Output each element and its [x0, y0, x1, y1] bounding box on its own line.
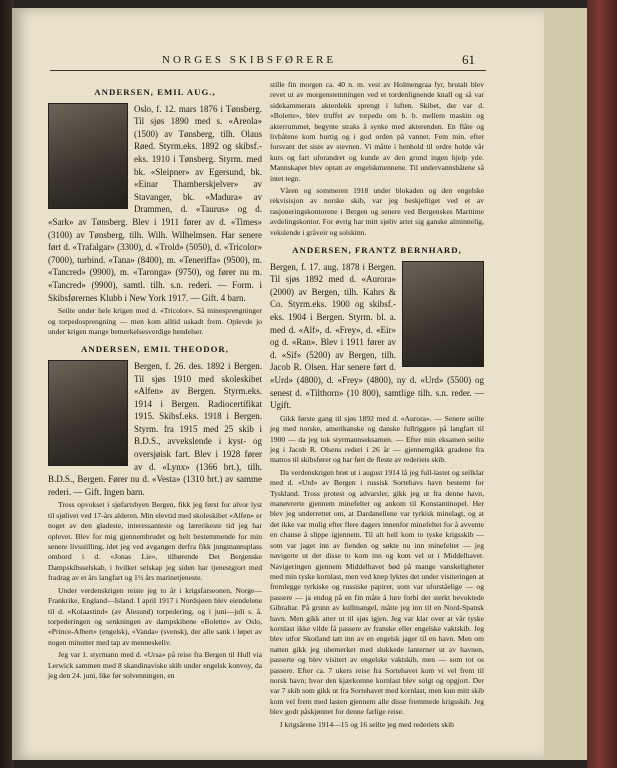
- entry-paragraph: Jeg var 1. styrmann med d. «Ursa» på reise fra Bergen til Hull via Lerwick sammen med 8 skandinaviske skib under engelsk konvoy, da jeg den 24. juni, like før solvenningen, en: [48, 650, 262, 680]
- portrait-photo: [48, 103, 128, 209]
- entry-bio: Oslo, f. 12. mars 1876 i Tønsberg. Til sjøs 1890 med s. «Areola» (1500) av Tønsberg, tilh. Olaus Røed. Styrm.eks. 1892 og skibsf.-eks. 1910 i Tønsberg. Styrm. med bk. «Sleipner» av Egersund, bk. «Einar Thamberskjelver» av Stavanger, bk. «Madura» av Drammen, d. «Taurus» og d. «Sark» av Tønsberg. Blev i 1911 fører av d. «Times» (3100) av Tønsberg, tilh. Wilh. Wilhelmsen. Har senere ført d. «Trafalgar» (3300), d. «Trold» (5050), d. «Tricolor» (7000), turbind. «Tana» (8400), m. «Teneriffa» (9500), m. «Tancred» (9900), m. «Taronga» (9750), og fører nu m. «Tancred» (9900), samtl. tilh. s.n. rederi. — Form. i Skibsførernes Klubb i New York 1917. — Gift. 4 barn.: [48, 103, 262, 303]
- left-column: [48, 84, 262, 683]
- entry-paragraph: Gikk første gang til sjøs 1892 med d. «Aurora». — Senere seilte jeg med norske, amerikanske og danske fullriggere på langfart til 1900 — da jeg tok styrmannseksamen. — Efter min eksamen seilte jeg i Jacob R. Olsens rederi i 26 år — gjennemgikk gradene fra matros til skibsfører og har ført de fleste av rederiets skib.: [270, 413, 484, 465]
- entry-bio: Bergen, f. 26. des. 1892 i Bergen. Til sjøs 1910 med skoleskibet «Alfen» av Bergen. Styrm.eks. 1914 i Bergen. Radiocertifikat 1915. Skibsf.eks. 1918 i Bergen. Styrm. fra 1915 med 25 skib i B.D.S., avvekslende i kyst- og oversjøisk fart. Blev i 1928 fører av d. «Lynx» (1366 brt.), tilh. B.D.S., Bergen. Fører nu d. «Vesta» (1310 brt.) av samme rederi. — Gift. Ingen barn.: [48, 360, 262, 497]
- running-header: NORGES SKIBSFØRERE: [162, 54, 337, 66]
- page-edges: [540, 8, 590, 760]
- page-number: 61: [462, 52, 475, 67]
- book-cover: [587, 0, 617, 768]
- portrait-photo: [48, 360, 128, 466]
- entry-paragraph: Tross opvokset i sjøfartsbyen Bergen, fikk jeg først for alvor lyst til sjølivet ved 17-års alderen. Min elevtid med skoleskibet «Alfen» er noget av den gladeste, interessanteste og lærerikeste tid jeg har oplevet. Blev for mig gjennembrudet og helt bestemmende for min senere livsstilling, idet jeg ved avgangen derfra fikk jungmannsplass ombord i d. «Jonas Lie», tilhørende Det Bergenske Dampskibsselskab, i hvilket selskap jeg siden har tjenestgjort med fradrag av et års langfart og 1½ års marinetjeneste.: [48, 500, 262, 583]
- entry-heading: ANDERSEN, EMIL THEODOR,: [81, 344, 229, 355]
- right-column: [270, 80, 484, 732]
- entry-paragraph: stille fin morgen ca. 40 n. m. vest av Holmengraa fyr, brutalt blev revet ut av morgenstemningen ved et tordenlignende knall og så var sidekammerats akterdekk sprengt i luften. Skibet, der var d. «Bolette», blev truffet av torpedo om b. b. mellem maskin og akterrummet, begynte straks å synke med akterenden. En flåte og livbåtene kom hurtig og i god orden på vannet. Fem min. efter forsvant det siste av stevnen. Vi måtte i henhold til ordre holde vår kurs og fart uforandret og kunde av den grund ingen hjelp yde. Mannskapet blev optatt av engelskmennene. Til undervannsbåtene så intet tegn.: [270, 80, 484, 183]
- entry-note: Seilte under hele krigen med d. «Tricolor». Så minesprengninger og torpedosprengning — men kom alltid uskadt frem. Oplevde jo under krigen mange bemerkelsesverdige hendelser.: [48, 306, 262, 336]
- entry-heading: ANDERSEN, EMIL AUG.,: [94, 87, 216, 97]
- entry-paragraph: I krigsårene 1914—15 og 16 seilte jeg med rederiets skib: [280, 719, 454, 729]
- book-page: [12, 8, 544, 760]
- entry-heading: ANDERSEN, FRANTZ BERNHARD,: [292, 245, 462, 256]
- portrait-photo: [402, 261, 484, 367]
- entry-paragraph: Under verdenskrigen reiste jeg to år i krigsfarseonen, Norge—Frankrike, England—Island. I april 1917 i Nordsjøen blev eiendelene til d. «Kolaastind» (av Ålesund) torpedering, og i juni—juli s. å. torpederingen og senkningen av dampskibene «Bolette» av Oslo, «Prince-Albert» (engelsk), «Vanda» (svensk), der alle sank i løpet av nogen minutter med tap av menneskeliv.: [48, 585, 262, 647]
- entry-bio: Bergen, f. 17. aug. 1878 i Bergen. Til sjøs 1892 med d. «Aurora» (2000) av Bergen, tilh. Kahrs & Co. Styrm.eks. 1900 og skibsf.-eks. 1904 i Bergen. Styrm. bl. a. med d. «Alf», d. «Frey», d. «Eir» og d. «Ran». Blev i 1911 fører av d. «Sif» (5200) av Bergen, tilh. Jacob R. Olsen. Har senere ført d. «Urd» (4800), d. «Frey» (4800), ny d. «Urd» (5500) og senest d. «Tilthorn» (10 800), samtlige tilh. s.n. reder. — Ugift.: [270, 261, 484, 411]
- entry-paragraph: Våren og sommeren 1918 under blokaden og den engelske rekvisisjon av norske skib, var jeg beskjeftiget ved et av rasjoneringskontorene i Bergen og senere ved Bergenskes Maritime avdelingskontor. For øvrig har mitt sjøliv artet sig ganske alminnelig, vekslende i gråveir og solskinn.: [270, 186, 484, 237]
- entry-paragraph: Da verdenskrigen brøt ut i august 1914 lå jeg full-lastet og seilklar med d. «Urd» av Bergen i russisk Sortehavs havn bestemt for Tyskland. Tross protest og advarsler, gikk jeg ut fra denne havn, manøvrerte gjennem minefeltet og ankom til Konstantinopel. Her blev jeg underrettet om, at Dardanellene var tyrkisk minelagt, og at det ikke var mulig efter flere dagers innenfor minefeltet for å avvente en chanse å slippe igjennem. Til alt hell kom to tyske krigsskib — som var jaget inn av fienden og søkte nu inn minefeltet — jeg navigerte ut der disse to kom inn og kom vel ut i Middelhavet. Navigeringen gjennem Middelhavet bød på mange vanskeligheter med min tyske kornlast, men ved knep lyktes det under visiteringen at fremlegge tyrkiske og russiske papirer, som var uforståelige — og passere — ja endog på en fin måte å lure forbi det sterkt bevoktede Gibraltar. På grunn av kullmangel, måtte jeg inn til en Nord-Spansk havn. Men gikk atter ut til sjøs igjen. Jeg var klar over at vår tyske kornlast ikke vilde få passere av franske eller engelske vaktskib. Jeg blev utfor Skotland tatt inn av en engelsk jager til en havn. Men om natten gikk jeg ubemerket med slukkede lanterner ut av havnen, passerte og blev visitert av engelske vaktskib, men — som tot os passere. Efter ca. 7 ukers reise fra Sortehavet kom vi vel frem til norsk havn; hvor den kjærkomne kornlast blev solgt og opgjort. Der var 7 skib som gikk ut fra Sortehavet med kornlast, men kun mitt skib kom vel frem med lasten gjennem alle disse fremmede krigsskib. Jeg blev godt påskjønnet for denne farlige reise.: [270, 467, 484, 717]
- header-rule: [50, 70, 486, 71]
